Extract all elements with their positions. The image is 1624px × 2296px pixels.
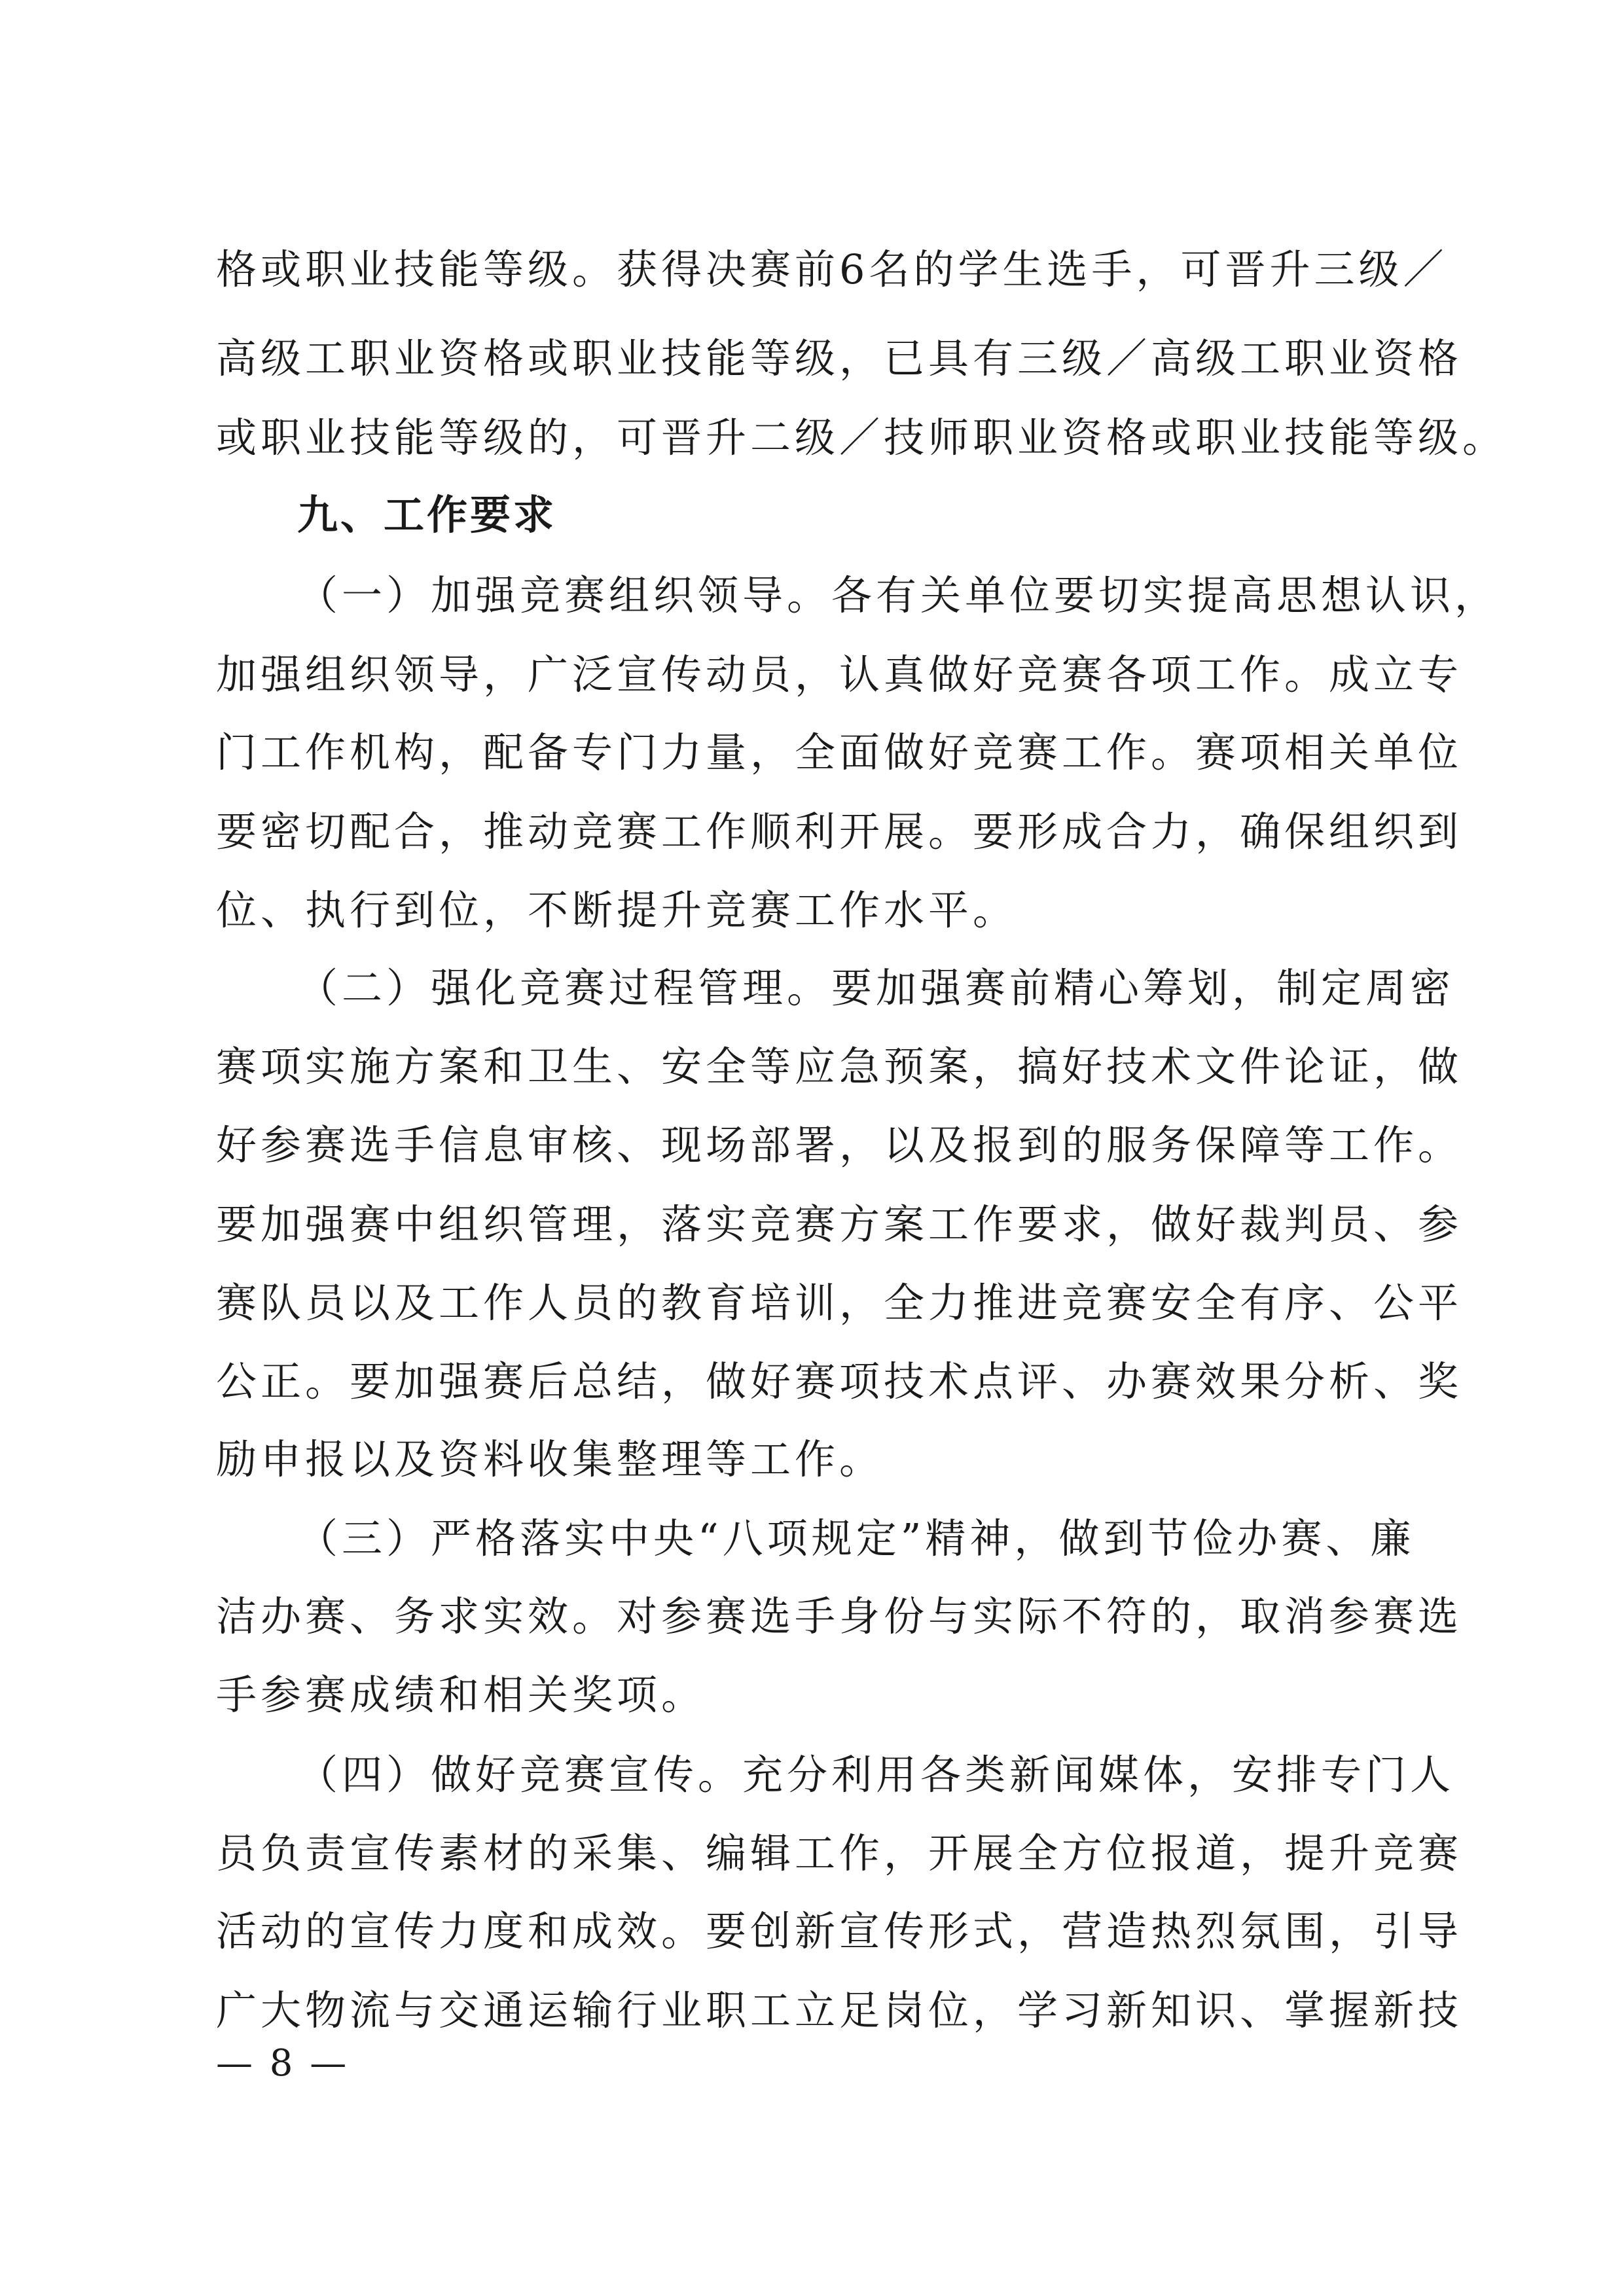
body-text-line: （二）强化竞赛过程管理。要加强赛前精心筹划，制定周密	[297, 964, 1455, 1012]
body-text-line: 高级工职业资格或职业技能等级，已具有三级／高级工职业资格	[216, 334, 1463, 382]
body-text-line: 广大物流与交通运输行业职工立足岗位，学习新知识、掌握新技	[216, 1986, 1463, 2034]
body-text-line: 或职业技能等级的，可晋升二级／技师职业资格或职业技能等级。	[216, 414, 1507, 461]
section-heading: 九、工作要求	[297, 491, 557, 539]
body-text-line: （四）做好竞赛宣传。充分利用各类新闻媒体，安排专门人	[297, 1751, 1455, 1799]
body-text-line: 员负责宣传素材的采集、编辑工作，开展全方位报道，提升竞赛	[216, 1829, 1463, 1877]
body-text-line: （一）加强竞赛组织领导。各有关单位要切实提高思想认识，	[297, 571, 1500, 619]
page-number: — 8 —	[216, 2042, 350, 2085]
body-text-line: 格或职业技能等级。获得决赛前6名的学生选手，可晋升三级／	[216, 245, 1448, 293]
body-text-line: 洁办赛、务求实效。对参赛选手身份与实际不符的，取消参赛选	[216, 1592, 1463, 1640]
body-text-line: 好参赛选手信息审核、现场部署，以及报到的服务保障等工作。	[216, 1121, 1463, 1169]
body-text-line: （三）严格落实中央“八项规定”精神，做到节俭办赛、廉	[297, 1515, 1415, 1562]
body-text-line: 位、执行到位，不断提升竞赛工作水平。	[216, 886, 1018, 934]
body-text-line: 公正。要加强赛后总结，做好赛项技术点评、办赛效果分析、奖	[216, 1357, 1463, 1405]
body-text-line: 励申报以及资料收集整理等工作。	[216, 1435, 884, 1483]
body-text-line: 要加强赛中组织管理，落实竞赛方案工作要求，做好裁判员、参	[216, 1200, 1463, 1248]
body-text-line: 要密切配合，推动竞赛工作顺利开展。要形成合力，确保组织到	[216, 808, 1463, 855]
body-text-line: 赛项实施方案和卫生、安全等应急预案，搞好技术文件论证，做	[216, 1043, 1463, 1090]
body-text-line: 手参赛成绩和相关奖项。	[216, 1671, 706, 1719]
body-text-line: 加强组织领导，广泛宣传动员，认真做好竞赛各项工作。成立专	[216, 651, 1463, 698]
body-text-line: 门工作机构，配备专门力量，全面做好竞赛工作。赛项相关单位	[216, 728, 1463, 776]
body-text-line: 赛队员以及工作人员的教育培训，全力推进竞赛安全有序、公平	[216, 1279, 1463, 1327]
body-text-line: 活动的宣传力度和成效。要创新宣传形式，营造热烈氛围，引导	[216, 1907, 1463, 1955]
